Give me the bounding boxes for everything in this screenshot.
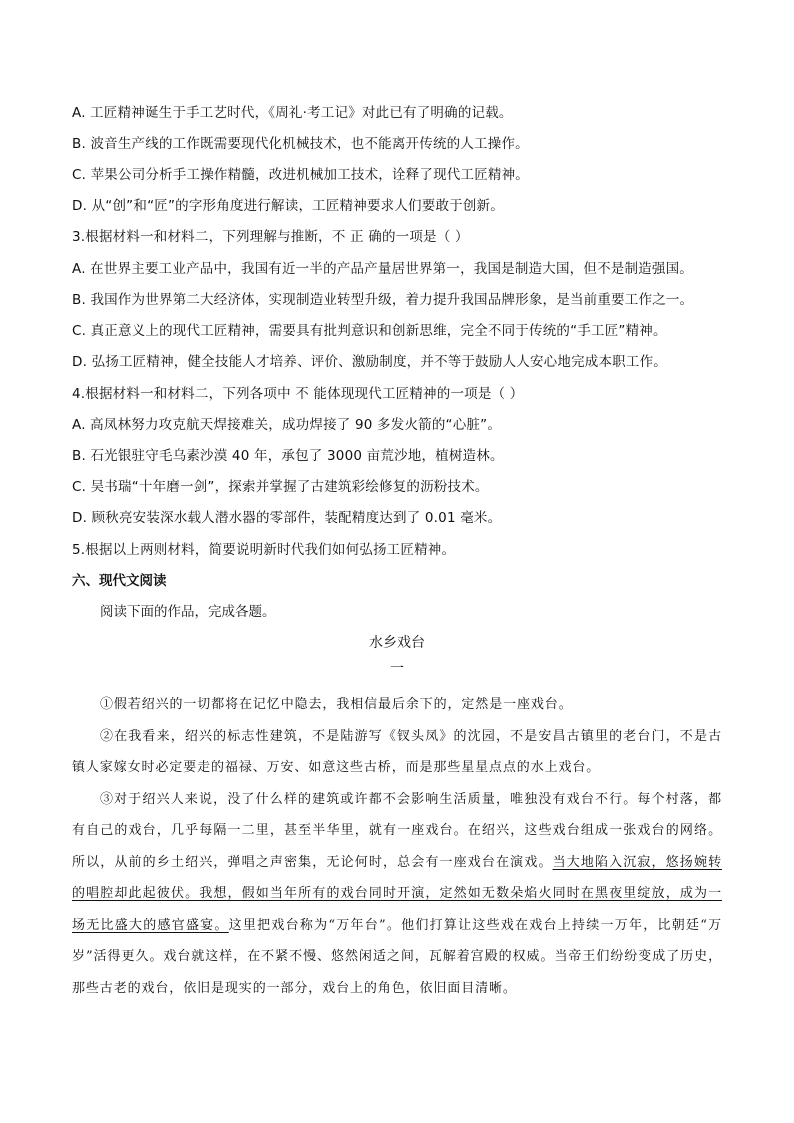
reading-intro: 阅读下面的作品，完成各题。: [100, 604, 276, 620]
paragraph-2: ②在我看来，绍兴的标志性建筑，不是陆游写《钗头凤》的沈园，不是安昌古镇里的老台门，不是古镇人家嫁女时必定要走的福禄、万安、如意这些古桥，而是那些星星点点的水上戏台。: [72, 728, 722, 775]
question-5: 5.根据以上两则材料，简要说明新时代我们如何弘扬工匠精神。: [72, 542, 456, 558]
article-part-number: 一: [390, 661, 404, 677]
paragraph-1: ①假若绍兴的一切都将在记忆中隐去，我相信最后余下的，定然是一座戏台。: [100, 697, 573, 712]
option-4d: D. 顾秋亮安装深水载人潜水器的零部件，装配精度达到了 0.01 毫米。: [72, 510, 502, 526]
option-2d: D. 从“创”和“匠”的字形角度进行解读，工匠精神要求人们要敢于创新。: [72, 198, 504, 214]
option-3b: B. 我国作为世界第二大经济体，实现制造业转型升级，着力提升我国品牌形象，是当前重要工作之一。: [72, 292, 694, 308]
question-4-stem: 4.根据材料一和材料二，下列各项中 不 能体现现代工匠精神的一项是（ ）: [72, 386, 524, 402]
underlined-passage: 当大地陷入沉寂，悠扬婉转的唱腔却此起彼伏。我想，假如当年所有的戏台同时开演，定然如无数朵焰火同时在黑夜里绽放，成为一场无比盛大的感官盛宴。: [72, 854, 722, 933]
paragraph-3: ③对于绍兴人来说，没了什么样的建筑或许都不会影响生活质量，唯独没有戏台不行。每个村落，都有自己的戏台，几乎每隔一二里，甚至半华里，就有一座戏台。在绍兴，这些戏台组成一张戏台的网络。所以，从前的乡土绍兴，弹唱之声密集，无论何时，总会有一座戏台在演戏。当大地陷入沉寂，悠扬婉转的唱腔却此起彼伏。我想，假如当年所有的戏台同时开演，定然如无数朵焰火同时在黑夜里绽放，成为一场无比盛大的感官盛宴。这里把戏台称为“万年台”。他们打算让这些戏在戏台上持续一万年，比朝廷“万岁”活得更久。戏台就这样，在不紧不慢、悠然闲适之间，瓦解着宫殿的权威。当帝王们纷纷变成了历史，那些古老的戏台，依旧是现实的一部分，戏台上的角色，依旧面目清晰。: [72, 791, 722, 996]
option-4b: B. 石光银驻守毛乌素沙漠 40 年，承包了 3000 亩荒沙地，植树造林。: [72, 448, 504, 464]
section-heading: 六、现代文阅读: [72, 573, 167, 589]
option-2a: A. 工匠精神诞生于手工艺时代，《周礼·考工记》对此已有了明确的记载。: [72, 105, 513, 121]
option-3d: D. 弘扬工匠精神，健全技能人才培养、评价、激励制度，并不等于鼓励人人安心地完成本职工作。: [72, 354, 667, 370]
option-3c: C. 真正意义上的现代工匠精神，需要具有批判意识和创新思维，完全不同于传统的“手工匠”精神。: [72, 323, 667, 339]
option-4c: C. 吴书瑞“十年磨一剑”，探索并掌握了古建筑彩绘修复的沥粉技术。: [72, 479, 489, 495]
article-body: [72, 689, 722, 1004]
article-title: 水乡戏台: [369, 635, 425, 651]
question-3-stem: 3.根据材料一和材料二，下列理解与推断，不 正 确的一项是（ ）: [72, 229, 469, 245]
option-2b: B. 波音生产线的工作既需要现代化机械技术，也不能离开传统的人工操作。: [72, 136, 529, 152]
option-4a: A. 高凤林努力攻克航天焊接难关，成功焊接了 90 多发火箭的“心脏”。: [72, 417, 502, 433]
option-2c: C. 苹果公司分析手工操作精髓，改进机械加工技术，诠释了现代工匠精神。: [72, 167, 530, 183]
option-3a: A. 在世界主要工业产品中，我国有近一半的产品产量居世界第一，我国是制造大国，但不是制造强国。: [72, 261, 693, 277]
